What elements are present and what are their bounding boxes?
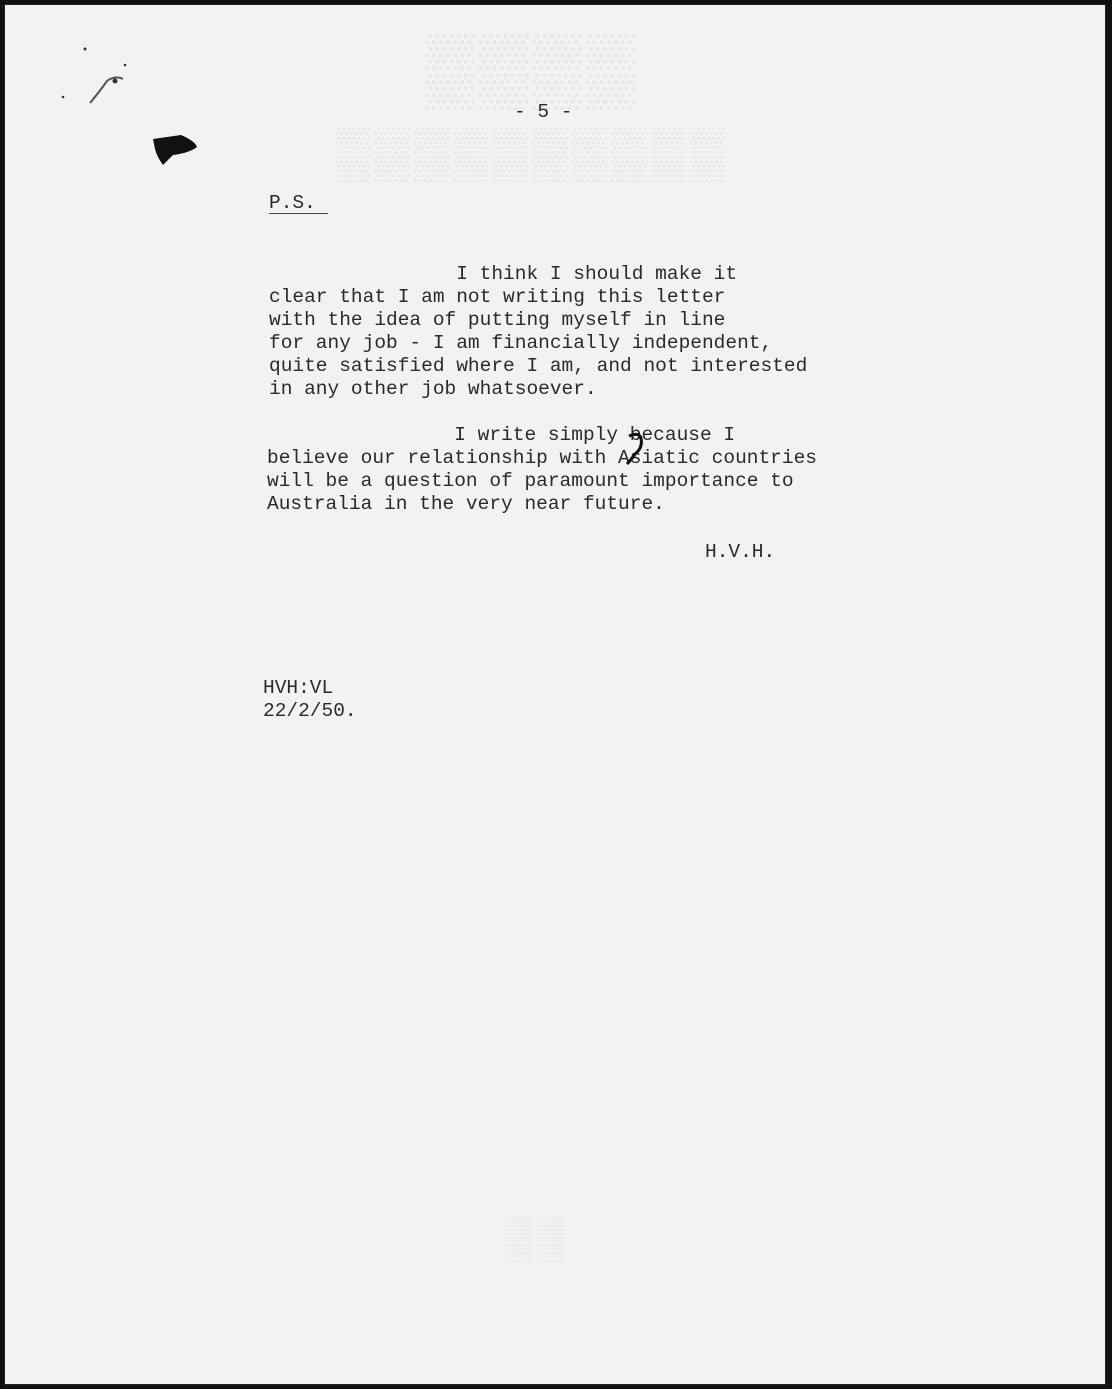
paragraph-2: I write simply because I believe our relationship with Asiatic countries will be a question of paramount importance to Australia in the very near future. (267, 424, 817, 515)
postscript-heading: P.S. (269, 193, 328, 214)
ink-speck (45, 41, 145, 111)
paragraph-1: I think I should make it clear that I am not writing this letter with the idea of putting myself in line for any job - I am financially independent, quite satisfied where I am, and not interested in any other job whatsoever. (269, 263, 808, 400)
paper-watermark (505, 1215, 570, 1261)
paper-watermark (335, 123, 729, 181)
page-number: - 5 - (514, 101, 573, 123)
ink-blot-icon (151, 133, 199, 167)
paper-watermark (425, 27, 639, 109)
reference-initials: HVH:VL (263, 677, 334, 699)
handwritten-correction (625, 430, 649, 466)
document-page (4, 4, 1106, 1385)
signature-initials: H.V.H. (705, 541, 776, 563)
reference-date: 22/2/50. (263, 700, 357, 722)
